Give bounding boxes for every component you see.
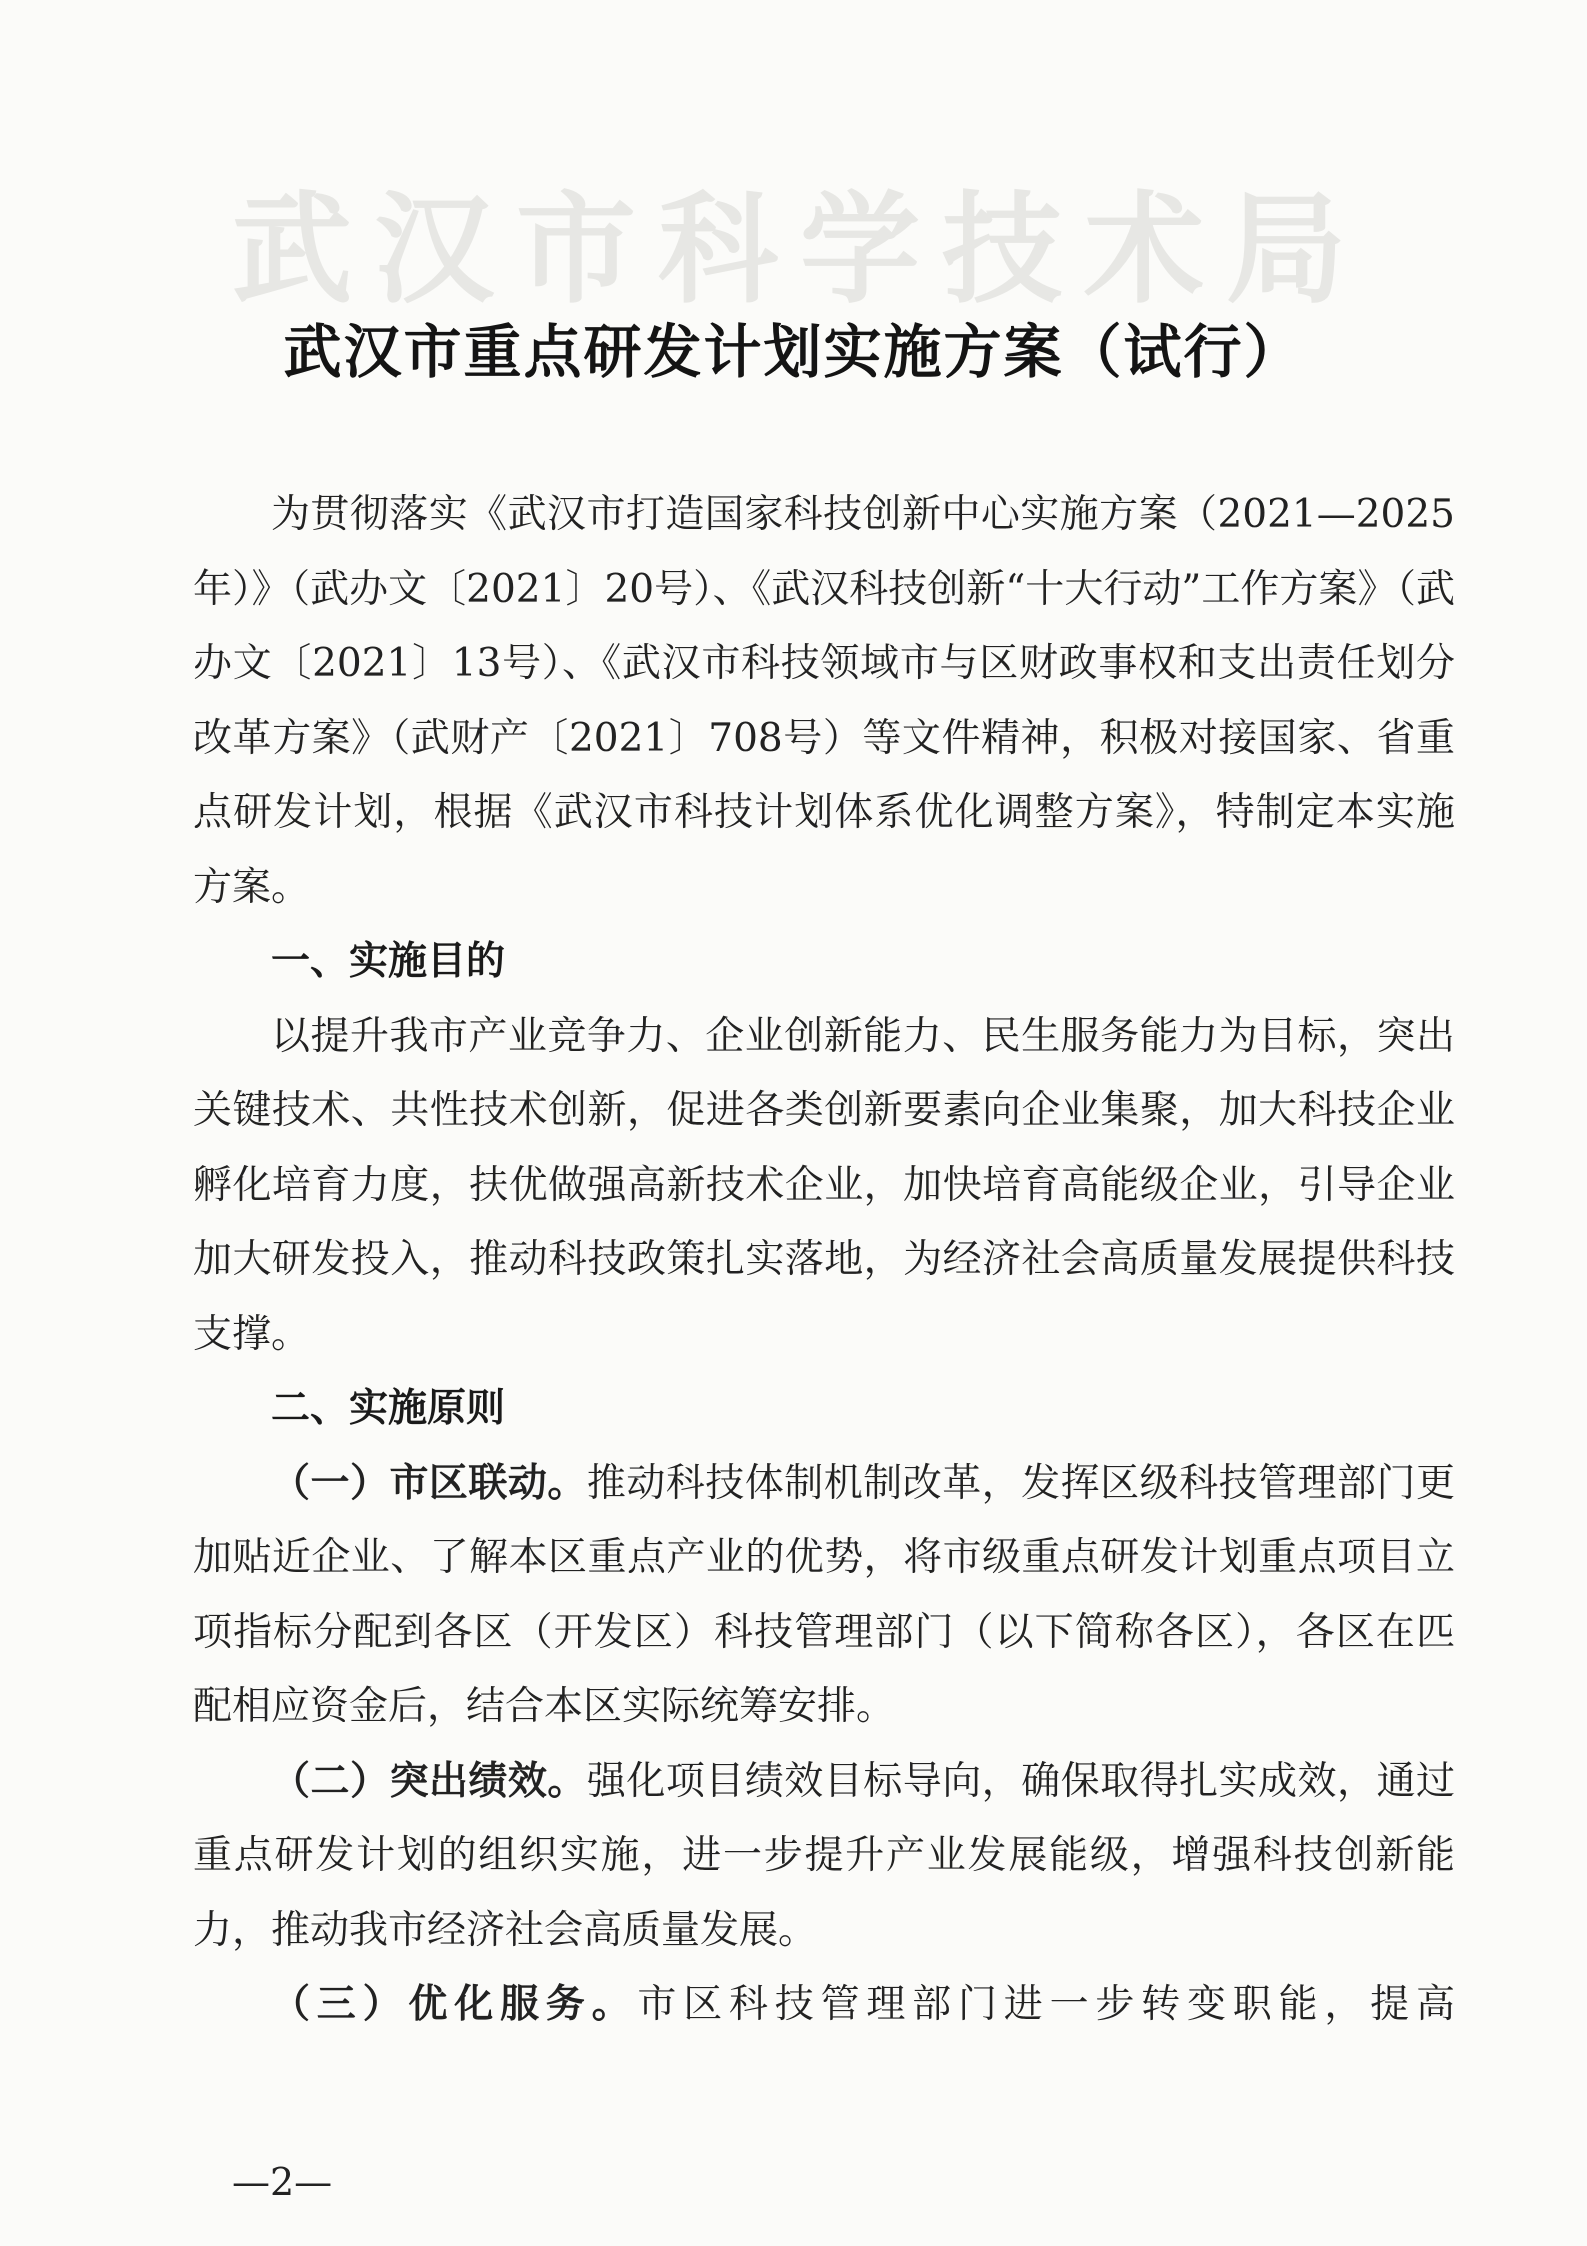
principle-3-lead: （三）优化服务。 (271, 1982, 638, 2027)
watermark-text: 武汉市科学技术局 (232, 179, 1368, 320)
principle-1-text: 推动科技体制机制改革，发挥区级科技管理部门更加贴近企业、了解本区重点产业的优势，将市级重点研发计划重点项目立项指标分配到各区（开发区）科技管理部门（以下简称各区），各区在匹配相应资金后，结合本区实际统筹安排。 (193, 1460, 1455, 1729)
principle-1-paragraph (193, 1447, 1455, 1745)
goal-paragraph: 以提升我市产业竞争力、企业创新能力、民生服务能力为目标，突出关键技术、共性技术创新，促进各类创新要素向企业集聚，加大科技企业孵化培育力度，扶优做强高新技术企业，加快培育高能级企业，引导企业加大研发投入，推动科技政策扎实落地，为经济社会高质量发展提供科技支撑。 (193, 1013, 1455, 1357)
section-heading-principles: 二、实施原则 (271, 1386, 506, 1431)
intro-paragraph: 为贯彻落实《武汉市打造国家科技创新中心实施方案（2021—2025年）》（武办文〔2021〕20号）、《武汉科技创新“十大行动”工作方案》（武办文〔2021〕13号）、《武汉市科技领域市与区财政事权和支出责任划分改革方案》（武财产〔2021〕708号）等文件精神，积极对接国家、省重点研发计划，根据《武汉市科技计划体系优化调整方案》，特制定本实施方案。 (193, 492, 1455, 910)
page-number: —2— (232, 2160, 333, 2204)
principle-3-paragraph (193, 1968, 1455, 2043)
principle-2-lead: （二）突出绩效。 (271, 1758, 587, 1804)
principle-2-paragraph (193, 1745, 1455, 1969)
principle-3-text: 市区科技管理部门进一步转变职能，提高 (637, 1982, 1455, 2027)
principle-2-text: 强化项目绩效目标导向，确保取得扎实成效，通过重点研发计划的组织实施，进一步提升产业发展能级，增强科技创新能力，推动我市经济社会高质量发展。 (193, 1758, 1455, 1953)
document-body (193, 478, 1455, 2043)
principle-1-lead: （一）市区联动。 (271, 1460, 587, 1506)
document-title: 武汉市重点研发计划实施方案（试行） (283, 318, 1304, 386)
section-heading-goal: 一、实施目的 (271, 939, 506, 984)
